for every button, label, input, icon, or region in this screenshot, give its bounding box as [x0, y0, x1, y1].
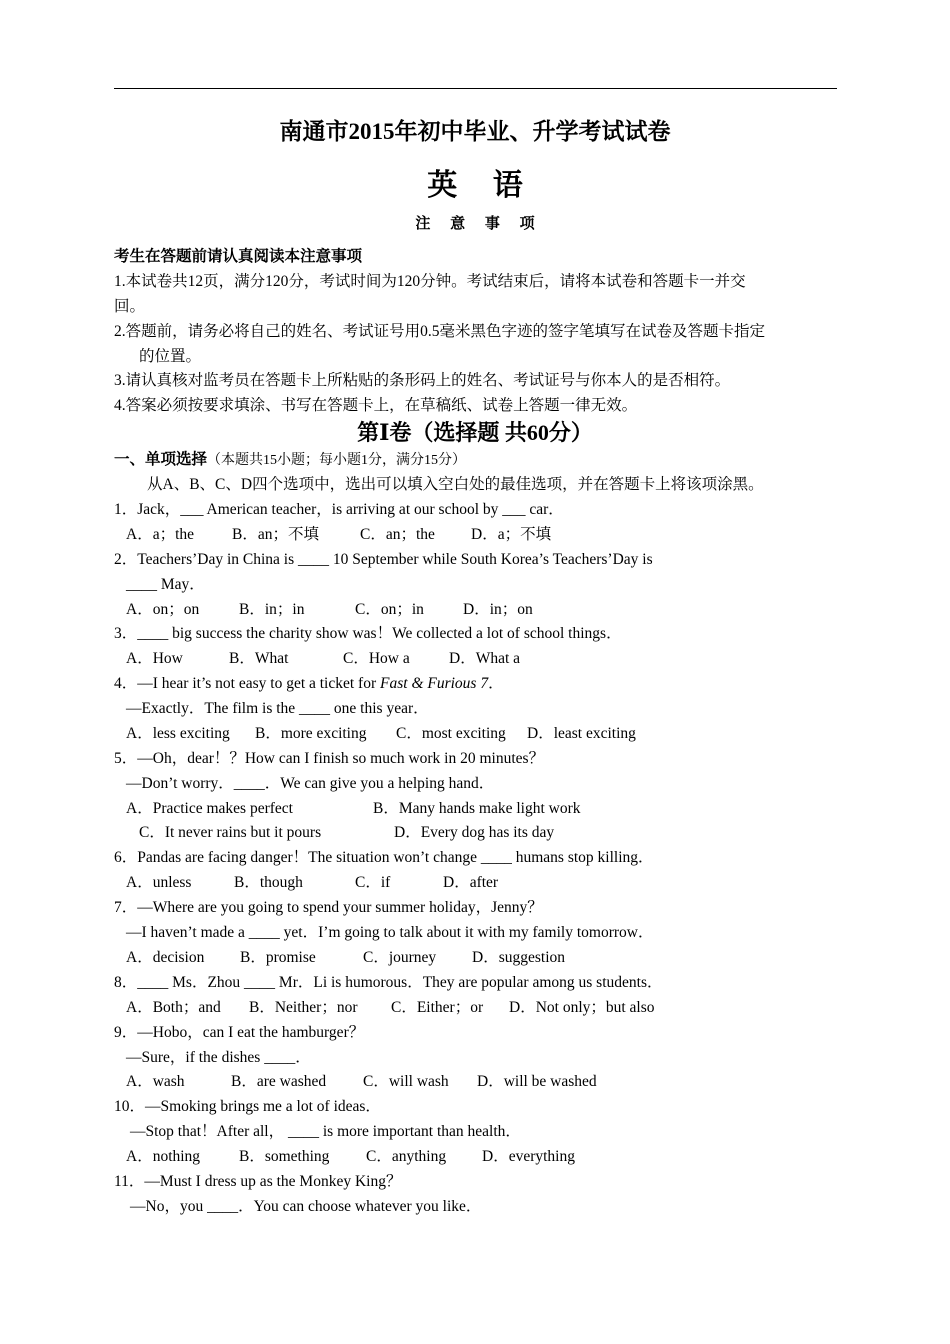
question-stem-cont: ____ May． — [126, 576, 205, 593]
option: B．more exciting — [255, 725, 367, 742]
instruction-item: 4.答案必须按要求填涂、书写在答题卡上，在草稿纸、试卷上答题一律无效。 — [114, 397, 638, 414]
question-stem-cont: —Stop that！After all， ____ is more important than health． — [130, 1123, 521, 1140]
subject-title: 英 语 — [427, 169, 537, 202]
option: A．unless — [126, 874, 192, 891]
option: C．anything — [366, 1148, 447, 1165]
option: B．Neither；nor — [249, 999, 358, 1016]
question-stem-cont: —No，you ____．You can choose whatever you like． — [130, 1198, 482, 1215]
option: A．less exciting — [126, 725, 230, 742]
question-stem-cont: —Don’t worry．____．We can give you a helping hand． — [126, 775, 495, 792]
option: D．suggestion — [472, 949, 566, 966]
instruction-item: 的位置。 — [139, 348, 202, 365]
question-stem: 9．—Hobo，can I eat the hamburger？ — [114, 1024, 365, 1041]
option: A．a；the — [126, 526, 195, 543]
option: D．will be washed — [477, 1073, 597, 1090]
question-stem — [114, 674, 504, 694]
question-stem: 5．—Oh，dear！？How can I finish so much work in 20 minutes？ — [114, 750, 545, 767]
option: D．What a — [449, 650, 521, 667]
part-label: 一、单项选择 — [114, 451, 208, 468]
option: D．everything — [482, 1148, 575, 1165]
instruction-item: 回。 — [114, 298, 146, 315]
part-note: （本题共15小题；每小题1分，满分15分） — [207, 453, 467, 468]
directions: 从A、B、C、D四个选项中，选出可以填入空白处的最佳选项，并在答题卡上将该项涂黑。 — [147, 476, 764, 493]
question-stem: 8．____ Ms．Zhou ____ Mr．Li is humorous．They are popular among us students． — [114, 974, 663, 991]
option: A．Practice makes perfect — [126, 800, 293, 817]
question-stem: 3．____ big success the charity show was！We collected a lot of school things． — [114, 625, 622, 642]
option: B．What — [229, 650, 289, 667]
question-stem: 10．—Smoking brings me a lot of ideas． — [114, 1098, 381, 1115]
option: D．a；不填 — [471, 526, 552, 543]
question-stem: 7．—Where are you going to spend your summer holiday，Jenny？ — [114, 899, 543, 916]
part-heading — [114, 450, 466, 471]
option: A．nothing — [126, 1148, 201, 1165]
option: A．on；on — [126, 601, 200, 618]
option: B．are washed — [231, 1073, 327, 1090]
section-title: 第Ⅰ卷（选择题 共60分） — [357, 420, 593, 445]
question-stem-cont: —Sure，if the dishes ____． — [126, 1049, 311, 1066]
option: B．though — [234, 874, 303, 891]
option: C．if — [355, 874, 391, 891]
instruction-item: 3.请认真核对监考员在答题卡上所粘贴的条形码上的姓名、考试证号与你本人的是否相符。 — [114, 372, 731, 389]
option: B．an；不填 — [232, 526, 319, 543]
instruction-item: 1.本试卷共12页，满分120分，考试时间为120分钟。考试结束后，请将本试卷和答题卡一并交 — [114, 273, 746, 290]
option: C．on；in — [355, 601, 424, 618]
notice-heading: 注 意 事 项 — [415, 216, 543, 232]
exam-title: 南通市2015年初中毕业、升学考试试卷 — [279, 119, 671, 144]
option: C．will wash — [363, 1073, 449, 1090]
movie-title: Fast & Furious 7 — [380, 675, 489, 692]
option: C．most exciting — [396, 725, 506, 742]
option: D．Not only；but also — [509, 999, 655, 1016]
option: B．Many hands make light work — [373, 800, 581, 817]
option: C．Either；or — [391, 999, 484, 1016]
question-stem: 11．—Must I dress up as the Monkey King？ — [114, 1173, 402, 1190]
option: D．after — [443, 874, 499, 891]
stem-text: ． — [488, 675, 504, 692]
option: D．in；on — [463, 601, 533, 618]
stem-text: 4．—I hear it’s not easy to get a ticket for — [114, 675, 381, 692]
instruction-item: 2.答题前，请务必将自己的姓名、考试证号用0.5毫米黑色字迹的签字笔填写在试卷及答题卡指定 — [114, 323, 766, 340]
question-stem: 6．Pandas are facing danger！The situation won’t change ____ humans stop killing． — [114, 849, 654, 866]
option: A．decision — [126, 949, 205, 966]
instructions-heading: 考生在答题前请认真阅读本注意事项 — [114, 248, 363, 265]
option: C．It never rains but it pours — [139, 824, 322, 841]
option: B．promise — [240, 949, 316, 966]
option: B．something — [239, 1148, 330, 1165]
option: D．least exciting — [527, 725, 636, 742]
question-stem: 2．Teachers’Day in China is ____ 10 September while South Korea’s Teachers’Day is — [114, 551, 653, 568]
option: C．an；the — [360, 526, 435, 543]
option: D．Every dog has its day — [394, 824, 555, 841]
option: A．How — [126, 650, 183, 667]
question-stem-cont: —Exactly．The film is the ____ one this year． — [126, 700, 429, 717]
option: A．wash — [126, 1073, 185, 1090]
top-rule — [114, 88, 837, 89]
question-stem-cont: —I haven’t made a ____ yet．I’m going to talk about it with my family tomorrow． — [126, 924, 654, 941]
option: B．in；in — [239, 601, 305, 618]
option: C．journey — [363, 949, 437, 966]
question-stem: 1．Jack，___ American teacher，is arriving at our school by ___ car． — [114, 501, 564, 518]
option: A．Both；and — [126, 999, 221, 1016]
option: C．How a — [343, 650, 410, 667]
